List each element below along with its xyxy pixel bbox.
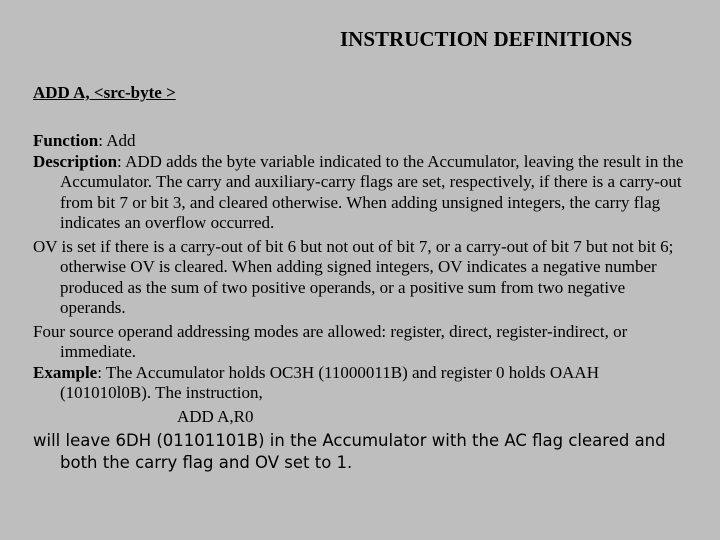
description-text: : ADD adds the byte variable indicated to the Accumulator, leaving the result in the Accumulator. The carry and auxiliary-carry flags are set, respectively, if there is a carry-out from bit 7 or bit 3, and cleared otherwise. When adding unsigned integers, the carry flag indicates an overflow occurred.: [60, 151, 684, 232]
example-text: : The Accumulator holds OC3H (11000011B) and register 0 holds OAAH (101010l0B). The instruction,: [60, 362, 599, 402]
function-text: : Add: [98, 131, 136, 150]
addressing-modes-paragraph: Four source operand addressing modes are allowed: register, direct, register-indirect, or immediate.: [33, 321, 628, 361]
description-label: Description: [33, 151, 118, 171]
example-label: Example: [33, 362, 98, 382]
example-paragraph: [33, 363, 693, 404]
example-result: will leave 6DH (01101101B) in the Accumulator with the AC flag cleared and both the carry flag and OV set to 1.: [33, 431, 666, 472]
slide-title: INSTRUCTION DEFINITIONS: [340, 27, 633, 51]
function-paragraph: [33, 131, 693, 152]
example-code: ADD A,R0: [177, 406, 254, 426]
instruction-heading: ADD A, <src-byte >: [33, 83, 176, 102]
description-paragraph: [33, 152, 693, 234]
function-label: Function: [33, 131, 99, 150]
ov-paragraph: OV is set if there is a carry-out of bit 6 but not out of bit 7, or a carry-out of bit 7 but not bit 6; otherwise OV is cleared. When adding signed integers, OV indicates a negative number produced as the sum of two positive operands, or a positive sum from two negative operands.: [33, 236, 674, 317]
instruction-body: [33, 131, 693, 477]
